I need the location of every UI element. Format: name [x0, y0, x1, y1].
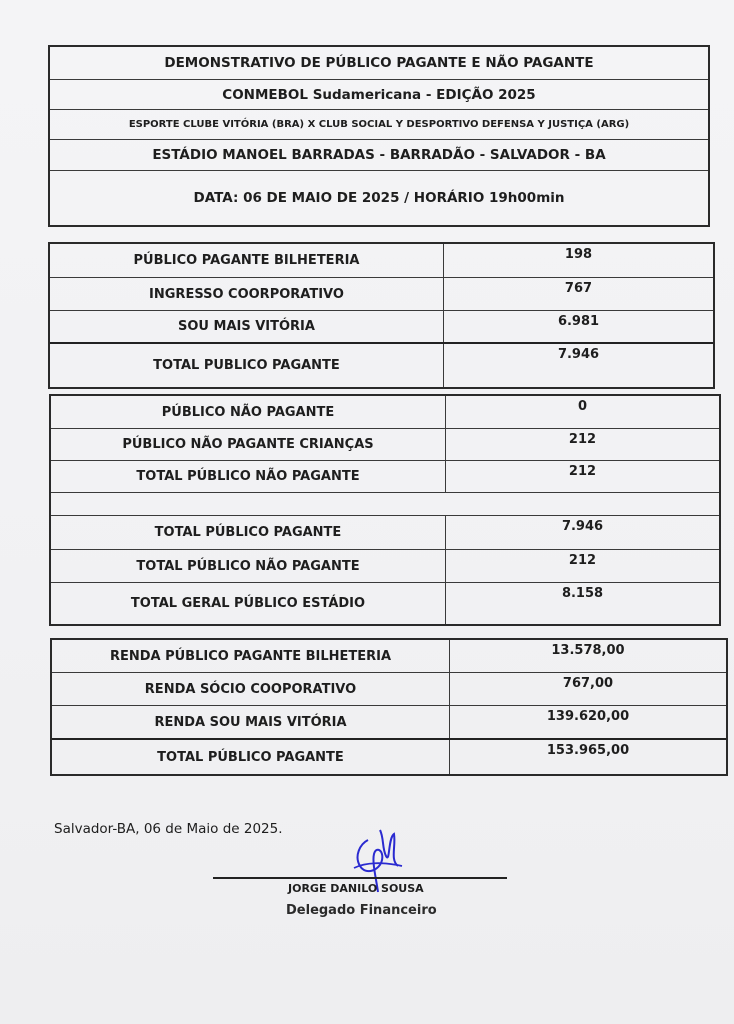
row-value: 139.620,00 — [546, 709, 630, 724]
row-value: 767,00 — [562, 676, 614, 691]
table-row — [51, 461, 719, 493]
table-row — [50, 311, 713, 344]
table-row — [50, 244, 713, 278]
row-label: TOTAL PÚBLICO PAGANTE — [52, 740, 450, 774]
header-competition-row — [50, 80, 708, 110]
row-label: RENDA SOU MAIS VITÓRIA — [52, 706, 450, 738]
table-row — [51, 429, 719, 461]
header-stadium-row — [50, 140, 708, 171]
non-paying-public-table — [49, 394, 721, 626]
header-date-row — [50, 171, 708, 225]
row-label: PÚBLICO NÃO PAGANTE — [51, 396, 446, 428]
row-label: INGRESSO COORPORATIVO — [50, 278, 444, 310]
table-row-total — [50, 344, 713, 387]
signature-line — [213, 877, 507, 879]
header-table — [48, 45, 710, 227]
header-match-row — [50, 110, 708, 140]
row-label: TOTAL GERAL PÚBLICO ESTÁDIO — [51, 583, 446, 624]
table-row — [52, 640, 726, 673]
row-label: PÚBLICO PAGANTE BILHETERIA — [50, 244, 444, 277]
header-title-row — [50, 47, 708, 80]
place-date: Salvador-BA, 06 de Maio de 2025. — [54, 821, 283, 837]
stadium-name: ESTÁDIO MANOEL BARRADAS - BARRADÃO - SALVADOR - BA — [152, 147, 606, 163]
table-row — [51, 516, 719, 550]
revenue-table — [50, 638, 728, 776]
row-label: TOTAL PÚBLICO NÃO PAGANTE — [51, 461, 446, 492]
match-name: ESPORTE CLUBE VITÓRIA (BRA) X CLUB SOCIAL Y DESPORTIVO DEFENSA Y JUSTIÇA (ARG) — [128, 119, 630, 130]
signer-role: Delegado Financeiro — [286, 903, 437, 918]
table-row — [52, 673, 726, 706]
table-row-total — [52, 740, 726, 774]
row-value: 212 — [568, 464, 597, 479]
row-label: RENDA SÓCIO COOPORATIVO — [52, 673, 450, 705]
table-row — [52, 706, 726, 740]
row-value: 212 — [568, 553, 597, 568]
table-row — [51, 396, 719, 429]
row-label: TOTAL PUBLICO PAGANTE — [50, 344, 444, 387]
table-row-total — [51, 583, 719, 624]
row-value: 153.965,00 — [546, 743, 630, 758]
document-title: DEMONSTRATIVO DE PÚBLICO PAGANTE E NÃO PAGANTE — [164, 55, 594, 71]
table-row — [50, 278, 713, 311]
row-label: SOU MAIS VITÓRIA — [50, 311, 444, 342]
row-value: 8.158 — [561, 586, 604, 601]
table-spacer-row — [51, 493, 719, 516]
table-row — [51, 550, 719, 583]
competition-name: CONMEBOL Sudamericana - EDIÇÃO 2025 — [222, 86, 536, 103]
row-label: RENDA PÚBLICO PAGANTE BILHETERIA — [52, 640, 450, 672]
row-value: 212 — [568, 432, 597, 447]
row-value: 7.946 — [561, 519, 604, 534]
row-value: 0 — [577, 399, 588, 414]
row-value: 198 — [564, 247, 593, 262]
paying-public-table — [48, 242, 715, 389]
row-value: 6.981 — [557, 314, 600, 329]
signer-name: JORGE DANILO SOUSA — [288, 882, 424, 895]
match-date-time: DATA: 06 DE MAIO DE 2025 / HORÁRIO 19h00min — [193, 190, 565, 206]
row-label: TOTAL PÚBLICO NÃO PAGANTE — [51, 550, 446, 582]
row-label: PÚBLICO NÃO PAGANTE CRIANÇAS — [51, 429, 446, 460]
row-label: TOTAL PÚBLICO PAGANTE — [51, 516, 446, 549]
row-value: 13.578,00 — [551, 643, 625, 658]
row-value: 767 — [564, 281, 593, 296]
row-value: 7.946 — [557, 347, 600, 362]
